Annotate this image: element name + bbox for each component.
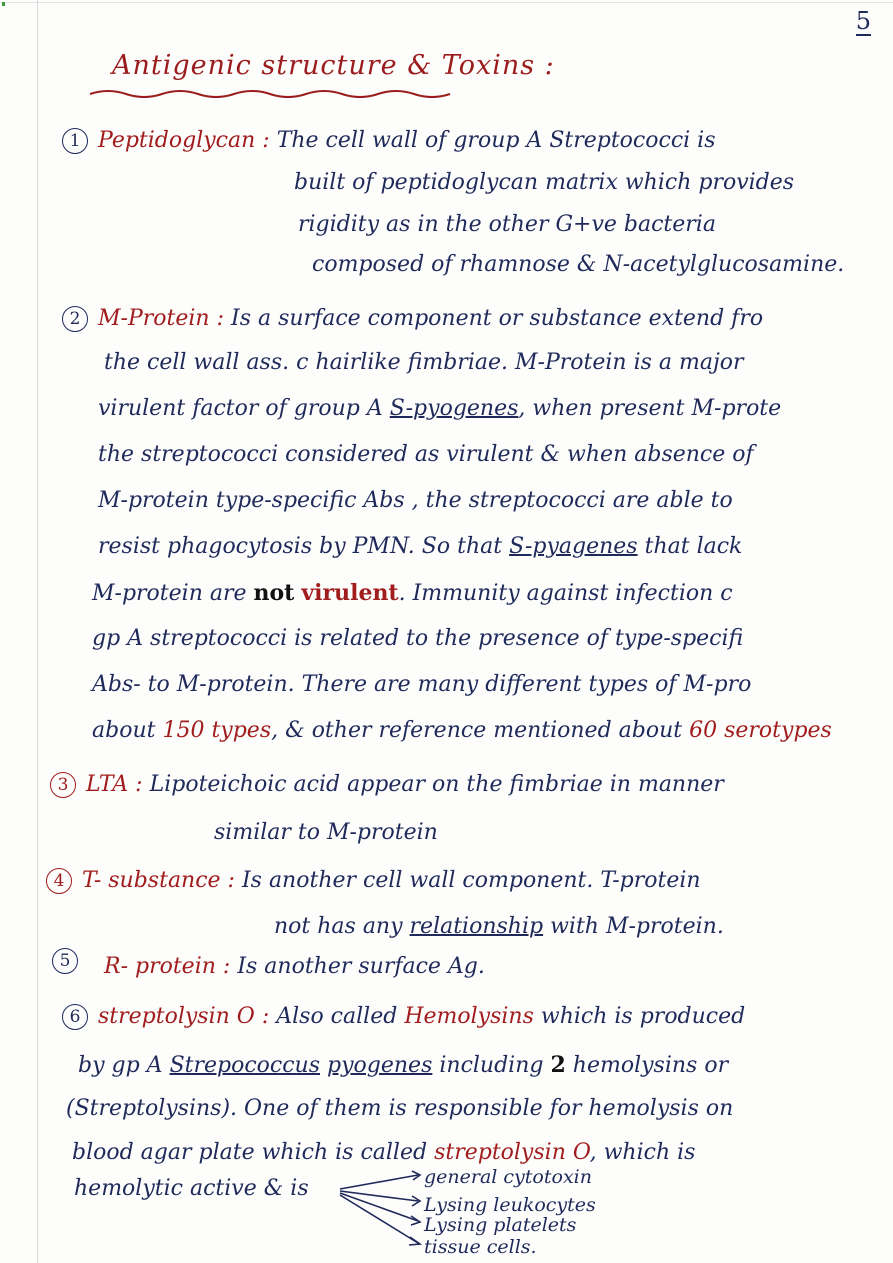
- hemolysins-term: Hemolysins: [404, 1004, 534, 1029]
- two-count: 2: [550, 1052, 566, 1078]
- section-2-line-3: [98, 396, 781, 421]
- section-4-line-1: Is another cell wall component. T-protein: [241, 868, 701, 893]
- section-5-title: R- protein :: [104, 954, 231, 979]
- section-6-line-1-text: Also called: [276, 1004, 398, 1029]
- section-3-title: LTA :: [86, 772, 143, 797]
- section-2-line-7: [92, 580, 733, 606]
- section-2-line-6-end: that lack: [644, 534, 743, 559]
- section-3-line-2: similar to M-protein: [214, 820, 438, 845]
- 150-types: 150 types: [162, 718, 272, 743]
- section-2-number: 2: [62, 306, 88, 332]
- section-4-line-2: [274, 914, 724, 939]
- section-6-title: streptolysin O :: [98, 1004, 270, 1029]
- section-6-line-2-text: by gp A: [78, 1053, 163, 1078]
- section-5-header: [52, 948, 88, 974]
- section-2-line-4: the streptococci considered as virulent & when absence of: [98, 442, 754, 467]
- section-1-number: 1: [62, 128, 88, 154]
- section-5-content: [104, 954, 485, 979]
- section-4-number: 4: [46, 868, 72, 894]
- section-6-line-3: (Streptolysins). One of them is responsible for hemolysis on: [66, 1096, 734, 1121]
- including-word: including: [439, 1053, 544, 1078]
- section-1-line-2: built of peptidoglycan matrix which provides: [294, 170, 795, 195]
- page-top-edge: [0, 2, 893, 3]
- section-2-header: [62, 306, 763, 332]
- section-2-line-3-end: , when present M-prote: [518, 396, 782, 421]
- branch-lysing-platelets: Lysing platelets: [424, 1214, 577, 1236]
- section-6-line-2-end: hemolysins or: [572, 1053, 729, 1078]
- section-1-line-4: composed of rhamnose & N-acetylglucosamine.: [312, 252, 845, 277]
- section-2-line-10-mid: , & other reference mentioned about: [271, 718, 683, 743]
- 60-serotypes: 60 serotypes: [689, 718, 832, 743]
- section-5-number: 5: [52, 948, 78, 974]
- pyogenes-word: pyogenes: [327, 1053, 433, 1078]
- section-6-line-2: [78, 1052, 728, 1078]
- section-6-line-5: hemolytic active & is: [74, 1176, 309, 1201]
- section-1-title: Peptidoglycan :: [98, 128, 270, 153]
- corner-mark: [2, 2, 5, 6]
- branch-lysing-leukocytes: Lysing leukocytes: [424, 1194, 596, 1216]
- section-6-header: [62, 1004, 745, 1030]
- section-2-line-10-text: about: [92, 718, 156, 743]
- section-2-line-3-text: virulent factor of group A: [98, 396, 383, 421]
- section-2-line-8: gp A streptococci is related to the presence of type-specifi: [92, 626, 744, 651]
- section-2-line-10: [92, 718, 832, 743]
- heading-wavy-underline: [88, 86, 468, 102]
- section-2-title: M-Protein :: [98, 306, 224, 331]
- section-4-line-2-end: with M-protein.: [550, 914, 724, 939]
- section-4-line-2-text: not has any: [274, 914, 403, 939]
- section-3-number: 3: [50, 772, 76, 798]
- section-1-line-3: rigidity as in the other G+ve bacteria: [298, 212, 716, 237]
- strepococcus-word: Strepococcus: [169, 1053, 321, 1078]
- s-pyagenes-term: S-pyagenes: [509, 534, 638, 559]
- not-word: not: [253, 580, 295, 606]
- streptolysin-o-term: streptolysin O: [434, 1140, 590, 1165]
- branch-general-cytotoxin: general cytotoxin: [424, 1166, 592, 1188]
- page-number: 5: [855, 7, 871, 35]
- section-2-line-6: [98, 534, 742, 559]
- branch-tissue-cells: tissue cells.: [424, 1236, 537, 1258]
- section-4-header: [46, 868, 701, 894]
- page-heading: Antigenic structure & Toxins :: [112, 50, 555, 81]
- section-3-header: [50, 772, 724, 798]
- section-1-header: [62, 128, 716, 154]
- section-4-title: T- substance :: [82, 868, 235, 893]
- section-2-line-7-end: . Immunity against infection c: [398, 581, 733, 606]
- section-6-number: 6: [62, 1004, 88, 1030]
- section-6-line-4: [72, 1140, 695, 1165]
- section-6-line-4-end: , which is: [589, 1140, 696, 1165]
- section-2-line-2: the cell wall ass. c hairlike fimbriae. M-Protein is a major: [104, 350, 744, 375]
- s-pyogenes-term: S-pyogenes: [389, 396, 519, 421]
- section-2-line-7-text: M-protein are: [92, 581, 247, 606]
- branch-arrows: [336, 1165, 426, 1255]
- margin-line: [37, 0, 38, 1263]
- virulent-word: virulent: [301, 580, 399, 606]
- section-3-line-1: Lipoteichoic acid appear on the fimbriae in manner: [149, 772, 724, 797]
- section-1-line-1: The cell wall of group A Streptococci is: [276, 128, 716, 153]
- section-2-line-5: M-protein type-specific Abs , the streptococci are able to: [98, 488, 733, 513]
- section-2-line-9: Abs- to M-protein. There are many different types of M-pro: [92, 672, 752, 697]
- section-5-line-1: Is another surface Ag.: [237, 954, 485, 979]
- section-2-line-1: Is a surface component or substance extend fro: [231, 306, 764, 331]
- section-6-line-4-text: blood agar plate which is called: [72, 1140, 428, 1165]
- section-2-line-6-text: resist phagocytosis by PMN. So that: [98, 534, 503, 559]
- section-6-line-1-end: which is produced: [540, 1004, 746, 1029]
- relationship-word: relationship: [409, 914, 544, 939]
